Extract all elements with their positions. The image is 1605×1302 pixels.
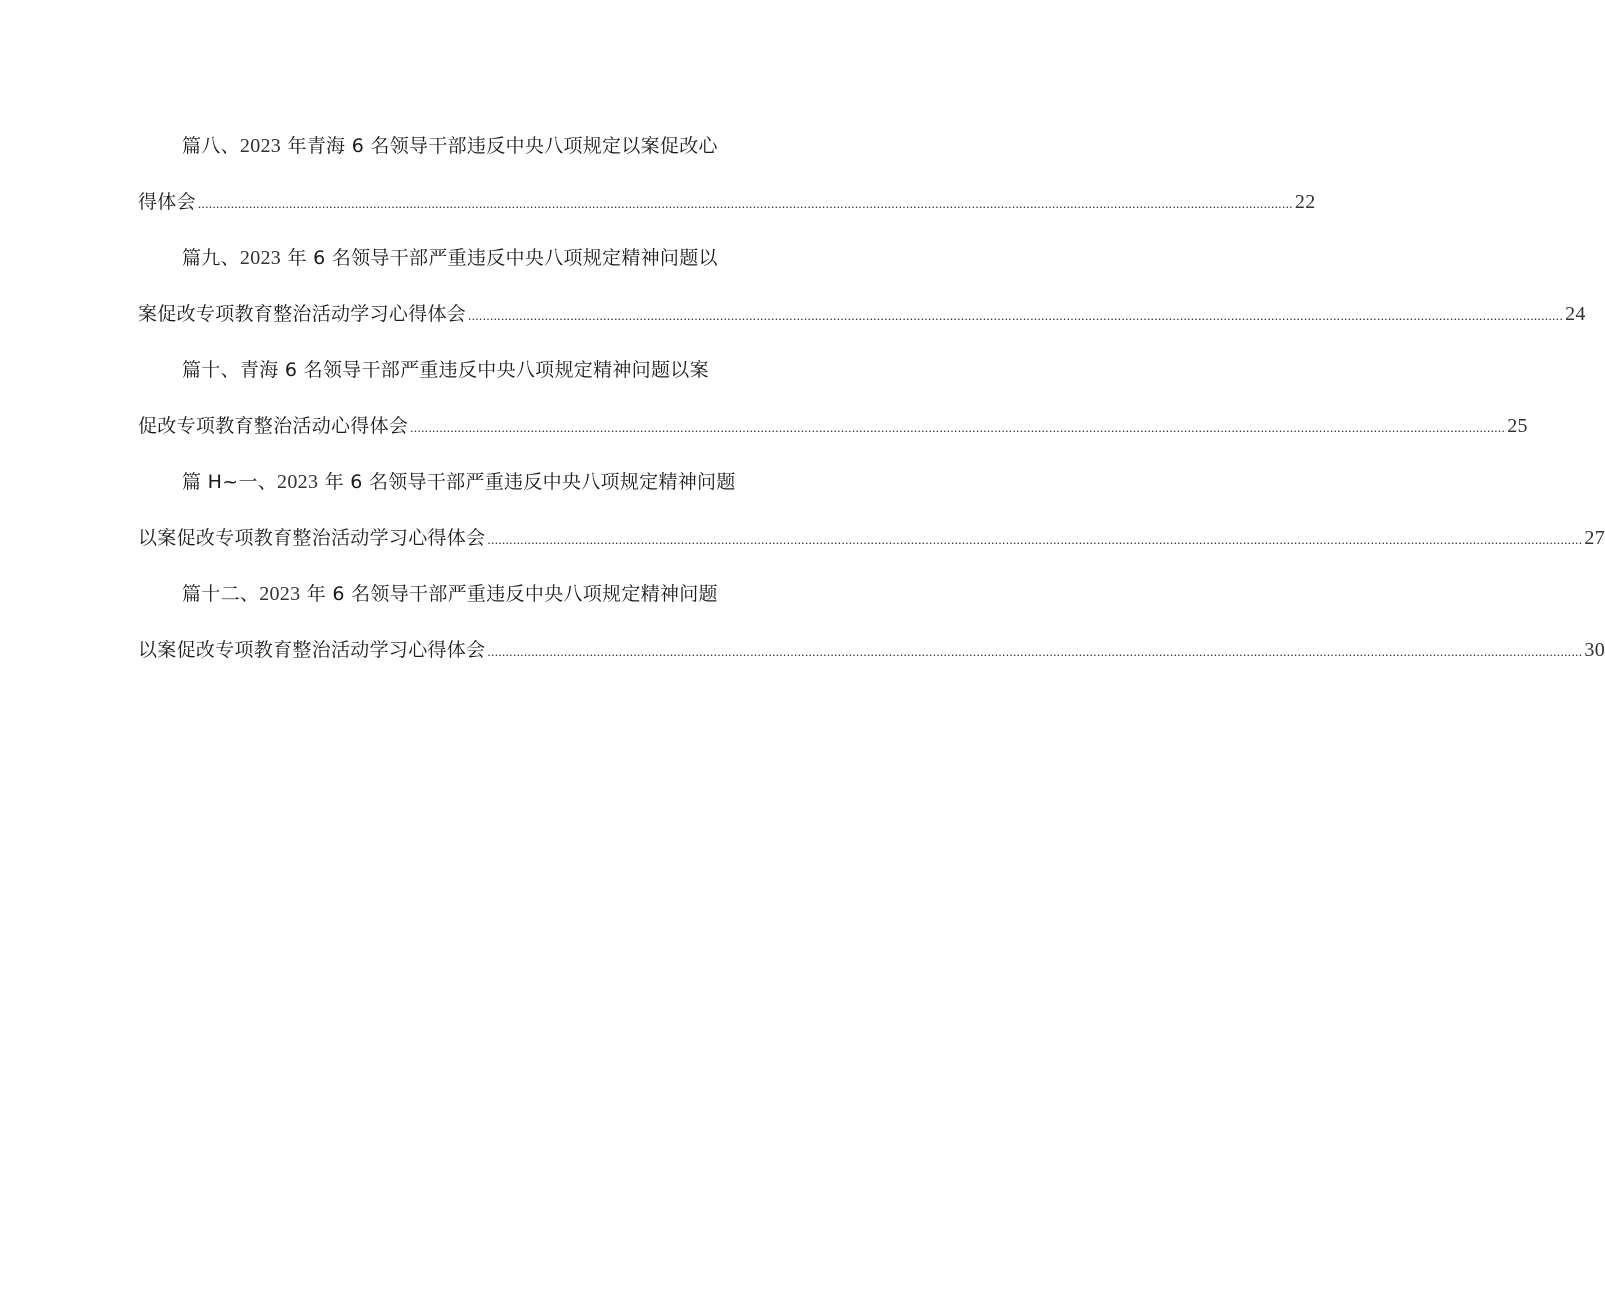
toc-entry-year: 2023 <box>277 471 319 493</box>
toc-entry-year: 2023 <box>239 247 282 269</box>
toc-entry-title-line <box>138 574 780 630</box>
toc-entry-11[interactable] <box>138 462 1605 574</box>
toc-entry-continuation: 以案促改专项教育整治活动学习心得体会 <box>138 527 486 549</box>
toc-entry-title-rest: 年 6 名领导干部严重违反中央八项规定精神问题以 <box>281 247 718 269</box>
toc-entry-continuation: 促改专项教育整治活动心得体会 <box>138 415 409 437</box>
toc-entry-prefix: 篇十、青海 6 名领导干部严重违反中央八项规定精神问题以案 <box>182 359 709 381</box>
toc-page-number: 22 <box>1294 191 1316 213</box>
dot-leader: ............................................................................................................................................................................................................................................................................................................ <box>487 644 1583 659</box>
toc-entry-continuation-line <box>138 406 1528 462</box>
dot-leader: ............................................................................................................................................................................................................................................................................................................ <box>468 308 1564 323</box>
table-of-contents <box>138 126 1605 686</box>
toc-entry-title-line <box>138 350 780 406</box>
toc-page-number: 24 <box>1565 303 1586 325</box>
dot-leader: ............................................................................................................................................................................................................................................................................................................ <box>487 532 1583 547</box>
toc-entry-continuation: 以案促改专项教育整治活动学习心得体会 <box>138 639 486 661</box>
toc-entry-continuation-line <box>138 630 1605 686</box>
toc-entry-12[interactable] <box>138 574 1605 686</box>
toc-entry-10[interactable] <box>138 350 1528 462</box>
toc-entry-title-rest: 年青海 6 名领导干部违反中央八项规定以案促改心 <box>281 135 718 157</box>
toc-entry-continuation: 案促改专项教育整治活动学习心得体会 <box>138 303 467 325</box>
toc-page-number: 25 <box>1507 415 1528 437</box>
toc-entry-prefix: 篇 H~一、 <box>182 471 278 493</box>
dot-leader: ............................................................................................................................................................................................................................................................................................................ <box>410 420 1506 435</box>
toc-entry-year: 2023 <box>239 135 282 157</box>
toc-entry-title-line <box>138 126 780 182</box>
toc-page-number: 30 <box>1584 639 1605 661</box>
toc-entry-9[interactable] <box>138 238 1586 350</box>
toc-entry-title-rest: 年 6 名领导干部严重违反中央八项规定精神问题 <box>300 583 718 605</box>
toc-entry-8[interactable] <box>138 126 1316 238</box>
toc-entry-continuation-line <box>138 182 1316 238</box>
toc-entry-prefix: 篇八、 <box>182 135 240 157</box>
toc-entry-prefix: 篇九、 <box>182 247 240 269</box>
toc-page-number: 27 <box>1584 527 1605 549</box>
dot-leader: ............................................................................................................................................................................................................................................................................................................ <box>197 196 1293 211</box>
toc-entry-continuation: 得体会 <box>138 191 196 213</box>
toc-entry-title-rest: 年 6 名领导干部严重违反中央八项规定精神问题 <box>318 471 736 493</box>
toc-entry-continuation-line <box>138 294 1586 350</box>
toc-entry-title-line <box>138 462 780 518</box>
toc-entry-year: 2023 <box>259 583 301 605</box>
toc-entry-prefix: 篇十二、 <box>182 583 260 605</box>
toc-entry-title-line <box>138 238 780 294</box>
toc-entry-continuation-line <box>138 518 1605 574</box>
